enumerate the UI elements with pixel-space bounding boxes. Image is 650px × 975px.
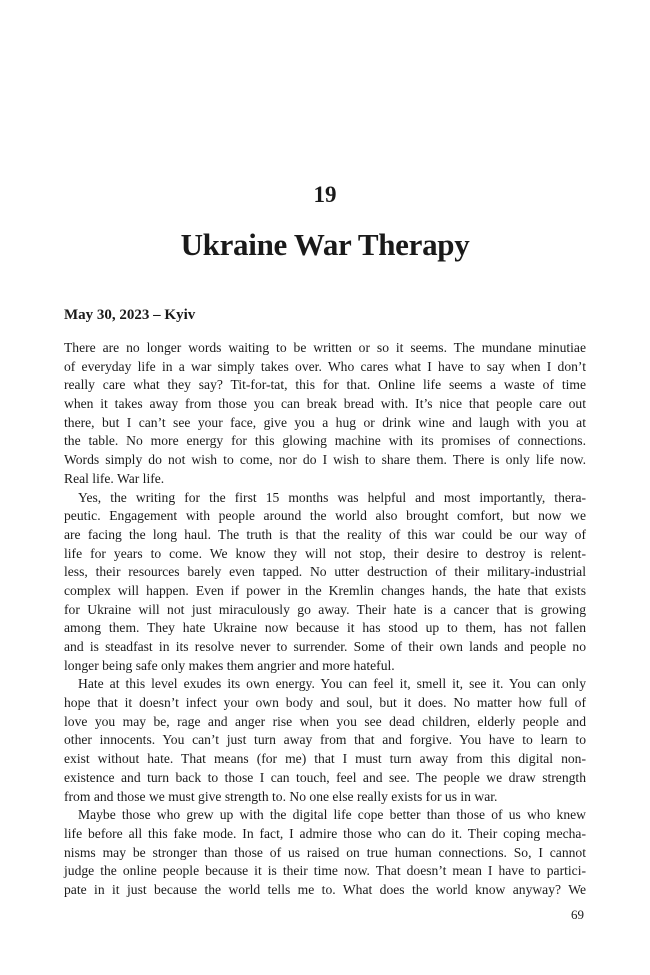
body-text-line: the table. No more energy for this glowing machine with its promises of connections. xyxy=(64,433,586,449)
body-text-line: life for years to come. We know they will not stop, their desire to destroy is relent- xyxy=(64,545,586,561)
body-text-line: among them. They hate Ukraine now because it has stood up to them, has not fallen xyxy=(64,620,586,636)
body-text-line: Yes, the writing for the first 15 months was helpful and most importantly, thera- xyxy=(78,489,586,505)
body-text-line: there, but I can’t see your face, give you a hug or drink wine and laugh with you at xyxy=(64,414,586,430)
body-text-line: hope that it doesn’t infect your own body and soul, but it does. No matter how full of xyxy=(64,695,586,711)
body-text-line: when it takes away from those you can break bread with. It’s nice that people care out xyxy=(64,396,586,412)
body-text-line: longer being safe only makes them angrier and more hateful. xyxy=(64,657,395,673)
page-number: 69 xyxy=(571,907,584,922)
body-text-line: life before all this fake mode. In fact, I admire those who can do it. Their coping mecha- xyxy=(64,825,586,841)
chapter-title: Ukraine War Therapy xyxy=(180,227,470,262)
body-text-line: and is steadfast in its resolve never to surrender. Some of their own lands and people no xyxy=(64,639,586,654)
body-text-line: are facing the long haul. The truth is that the reality of this war could be our way of xyxy=(64,526,586,542)
body-text-line: of everyday life in a war simply takes over. Who cares what I have to say when I don’t xyxy=(64,358,586,374)
body-text-line: pate in it just because the world tells me to. What does the world know anyway? We xyxy=(64,881,586,897)
body-text-line: from and those we must give strength to. No one else really exists for us in war. xyxy=(64,788,498,804)
body-text-line: for Ukraine will not just miraculously go away. Their hate is a cancer that is growing xyxy=(64,601,586,617)
body-text-line: judge the online people because it is their time now. That doesn’t mean I have to partici- xyxy=(64,863,586,879)
body-text-line: exist without hate. That means (for me) that I must turn away from this digital non- xyxy=(64,751,586,767)
body-text-line: Real life. War life. xyxy=(64,470,165,486)
chapter-body-text xyxy=(64,339,586,900)
body-text-line: love you may be, rage and anger rise when you see dead children, elderly people and xyxy=(64,713,586,729)
body-text-line: Hate at this level exudes its own energy. You can feel it, smell it, see it. You can only xyxy=(78,676,586,692)
chapter-number: 19 xyxy=(313,182,337,207)
body-text-line: complex will happen. Even if power in the Kremlin changes hands, the hate that exists xyxy=(64,582,586,598)
body-text-line: There are no longer words waiting to be written or so it seems. The mundane minutiae xyxy=(64,340,586,355)
entry-dateline: May 30, 2023 – Kyiv xyxy=(64,307,196,323)
body-text-line: peutic. Engagement with people around the world also brought comfort, but now we xyxy=(64,508,586,524)
body-text-line: nisms may be stronger than those of us raised on true human connections. So, I cannot xyxy=(64,844,586,860)
body-text-line: existence and turn back to those I can touch, feel and see. The people we draw strength xyxy=(64,769,586,785)
body-text-line: other innocents. You can’t just turn away from that and forgive. You have to learn to xyxy=(64,732,586,748)
body-text-line: Maybe those who grew up with the digital life cope better than those of us who knew xyxy=(78,807,586,823)
body-text-line: less, their resources barely even tapped. No utter destruction of their military-industrial xyxy=(64,564,586,580)
body-text-line: really care what they say? Tit-for-tat, this for that. Online life seems a waste of time xyxy=(64,377,586,393)
body-text-line: Words simply do not wish to come, nor do I wish to share them. There is only life now. xyxy=(64,452,586,468)
